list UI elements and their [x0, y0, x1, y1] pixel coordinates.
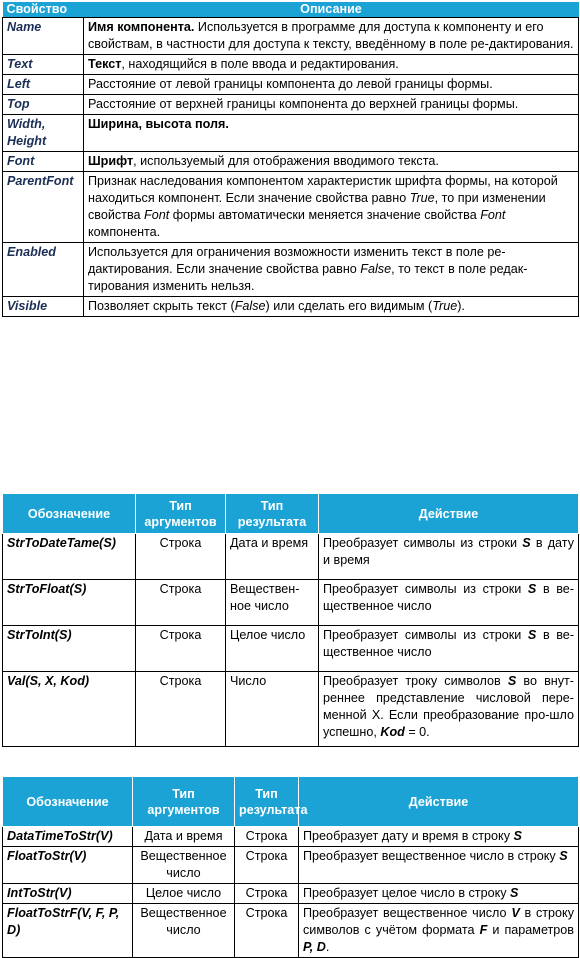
function-name: StrToDateTame(S) [3, 534, 136, 580]
argument-type: Вещественное число [133, 904, 235, 958]
bold-italic-text: P, D [303, 940, 326, 954]
text-run: Преобразует символы из строки [323, 582, 528, 596]
property-name: Top [3, 95, 84, 115]
text-run: во внут-реннее представление числовой пере-менной X. Если преобразование про-шло успешно, [323, 674, 574, 739]
action-description [299, 827, 579, 847]
table-row [3, 152, 579, 172]
text-run: и параметров [487, 923, 575, 937]
text-run: Преобразует троку символов [323, 674, 508, 688]
bold-text: Шрифт [88, 154, 134, 168]
header-row [3, 2, 579, 18]
argument-type: Строка [136, 534, 226, 580]
function-name: StrToFloat(S) [3, 580, 136, 626]
column-header: Свойство [3, 2, 84, 18]
table-row [3, 847, 579, 884]
table-row [3, 55, 579, 75]
result-type: Строка [235, 904, 299, 958]
text-run: Расстояние от левой границы компонента до левой границы формы. [88, 77, 493, 91]
property-description [84, 297, 579, 317]
italic-text: Font [480, 208, 506, 222]
bold-italic-text: S [507, 674, 517, 688]
bold-italic-text: S [559, 849, 568, 863]
text-run: , то текст в поле редак-тирования изменить нельзя. [88, 262, 528, 293]
argument-type: Вещественное число [133, 847, 235, 884]
text-run: Преобразует вещественное число [303, 906, 512, 920]
table-row [3, 75, 579, 95]
property-description [84, 243, 579, 297]
function-name: IntToStr(V) [3, 884, 133, 904]
table-row [3, 243, 579, 297]
property-name: Width, Height [3, 115, 84, 152]
function-name: StrToInt(S) [3, 626, 136, 672]
column-header: Тип результата [235, 777, 299, 827]
function-name: DataTimeToStr(V) [3, 827, 133, 847]
property-name: Visible [3, 297, 84, 317]
property-description [84, 55, 579, 75]
property-name: ParentFont [3, 172, 84, 243]
text-run: Позволяет скрыть текст ( [88, 299, 235, 313]
column-header: Обозначение [3, 494, 136, 534]
result-type: Число [226, 672, 319, 747]
function-name: FloatToStrF(V, F, P, D) [3, 904, 133, 958]
property-description [84, 115, 579, 152]
text-run: в ве-щественное число [323, 628, 575, 659]
property-name: Name [3, 18, 84, 55]
action-description [299, 884, 579, 904]
result-type: Строка [235, 827, 299, 847]
action-description [319, 534, 579, 580]
result-type: Целое число [226, 626, 319, 672]
bold-italic-text: S [513, 829, 522, 843]
text-run: . [325, 940, 330, 954]
bold-italic-text: S [527, 628, 537, 642]
property-name: Left [3, 75, 84, 95]
text-run: Признак наследования компонентом характеристик шрифта формы, на которой находиться компонент. Если значение свойства равно [88, 174, 558, 205]
column-header: Действие [319, 494, 579, 534]
text-run: Используется в программе для доступа к компоненту и его свойствам, в частности для доступа к тексту, введённому в поле ре-дактирования. [88, 20, 574, 51]
table-row [3, 626, 579, 672]
italic-text: True [409, 191, 435, 205]
text-run: Преобразует символы из строки [323, 628, 528, 642]
table-row [3, 580, 579, 626]
text-run: Расстояние от верхней границы компонента до верхней границы формы. [88, 97, 519, 111]
value-to-string-table [2, 776, 579, 958]
bold-italic-text: S [522, 536, 531, 550]
table-row [3, 172, 579, 243]
text-run: , находящийся в поле ввода и редактирования. [121, 57, 399, 71]
text-run: в строку символов с учётом формата [303, 906, 575, 937]
property-name: Enabled [3, 243, 84, 297]
text-run: = 0. [404, 725, 430, 739]
italic-text: Font [144, 208, 170, 222]
action-description [319, 580, 579, 626]
argument-type: Дата и время [133, 827, 235, 847]
result-type: Строка [235, 884, 299, 904]
text-run: , используемый для отображения вводимого текста. [133, 154, 439, 168]
text-run: в ве-щественное число [323, 582, 575, 613]
argument-type: Строка [136, 626, 226, 672]
text-run: , то при изменении свойства [88, 191, 546, 222]
property-name: Font [3, 152, 84, 172]
italic-text: False [234, 299, 266, 313]
italic-text: True [432, 299, 458, 313]
text-run: Преобразует целое число в строку [303, 886, 511, 900]
text-run: компонента. [88, 225, 161, 239]
column-header: Действие [299, 777, 579, 827]
bold-italic-text: V [511, 906, 520, 920]
result-type: Дата и время [226, 534, 319, 580]
property-description [84, 152, 579, 172]
property-description [84, 172, 579, 243]
text-run: ). [457, 299, 465, 313]
string-conversion-table [2, 493, 579, 747]
argument-type: Целое число [133, 884, 235, 904]
property-description [84, 18, 579, 55]
action-description [299, 847, 579, 884]
italic-text: False [360, 262, 392, 276]
header-row [3, 777, 579, 827]
text-run: Используется для ограничения возможности изменить текст в поле ре-дактирования. Если значение свойства равно [88, 245, 506, 276]
bold-italic-text: S [510, 886, 519, 900]
function-name: Val(S, X, Kod) [3, 672, 136, 747]
result-type: Веществен-ное число [226, 580, 319, 626]
bold-italic-text: S [527, 582, 537, 596]
header-row [3, 494, 579, 534]
table-row [3, 95, 579, 115]
bold-text: Имя компонента. [88, 20, 195, 34]
text-run: Преобразует вещественное число в строку [303, 849, 560, 863]
property-name: Text [3, 55, 84, 75]
property-description [84, 95, 579, 115]
text-run: ) или сделать его видимым ( [265, 299, 433, 313]
table-row [3, 904, 579, 958]
bold-text: Ширина, высота поля. [88, 117, 229, 131]
column-header: Обозначение [3, 777, 133, 827]
column-header: Тип аргументов [133, 777, 235, 827]
table-row [3, 672, 579, 747]
text-run: формы автоматически меняется значение свойства [169, 208, 481, 222]
bold-text: Текст [88, 57, 122, 71]
text-run: в дату и время [323, 536, 574, 567]
action-description [299, 904, 579, 958]
argument-type: Строка [136, 672, 226, 747]
function-name: FloatToStr(V) [3, 847, 133, 884]
table-row [3, 534, 579, 580]
column-header: Описание [84, 2, 579, 18]
text-run: Преобразует символы из строки [323, 536, 523, 550]
column-header: Тип аргументов [136, 494, 226, 534]
property-description [84, 75, 579, 95]
properties-table [2, 2, 579, 317]
argument-type: Строка [136, 580, 226, 626]
column-header: Тип результата [226, 494, 319, 534]
action-description [319, 626, 579, 672]
table-row [3, 297, 579, 317]
action-description [319, 672, 579, 747]
bold-italic-text: Kod [380, 725, 405, 739]
result-type: Строка [235, 847, 299, 884]
text-run: Преобразует дату и время в строку [303, 829, 514, 843]
bold-italic-text: F [479, 923, 488, 937]
table-row [3, 115, 579, 152]
table-row [3, 18, 579, 55]
table-row [3, 827, 579, 847]
table-row [3, 884, 579, 904]
